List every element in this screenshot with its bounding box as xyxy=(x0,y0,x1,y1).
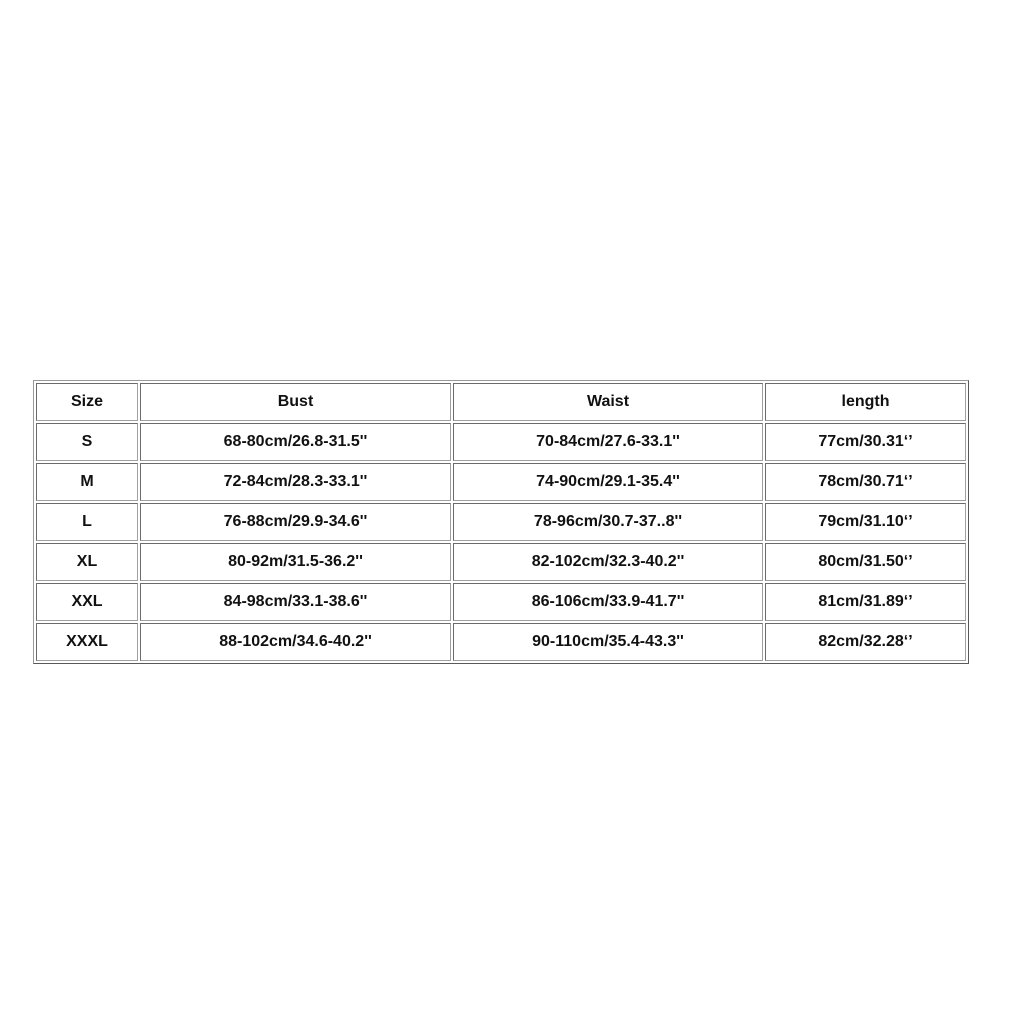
header-waist: Waist xyxy=(453,383,763,421)
cell-length: 80cm/31.50‘’ xyxy=(765,543,966,581)
cell-bust: 72-84cm/28.3-33.1'' xyxy=(140,463,451,501)
header-row xyxy=(36,383,966,421)
table-row xyxy=(36,543,966,581)
cell-size: L xyxy=(36,503,138,541)
cell-size: M xyxy=(36,463,138,501)
header-size: Size xyxy=(36,383,138,421)
header-length: length xyxy=(765,383,966,421)
cell-size: XL xyxy=(36,543,138,581)
table-row xyxy=(36,583,966,621)
cell-length: 77cm/30.31‘’ xyxy=(765,423,966,461)
table-row xyxy=(36,623,966,661)
header-bust: Bust xyxy=(140,383,451,421)
cell-waist: 70-84cm/27.6-33.1'' xyxy=(453,423,763,461)
cell-waist: 86-106cm/33.9-41.7'' xyxy=(453,583,763,621)
table-row xyxy=(36,503,966,541)
cell-waist: 82-102cm/32.3-40.2'' xyxy=(453,543,763,581)
cell-bust: 80-92m/31.5-36.2'' xyxy=(140,543,451,581)
cell-bust: 76-88cm/29.9-34.6'' xyxy=(140,503,451,541)
cell-size: XXXL xyxy=(36,623,138,661)
cell-length: 81cm/31.89‘’ xyxy=(765,583,966,621)
cell-length: 78cm/30.71‘’ xyxy=(765,463,966,501)
cell-length: 79cm/31.10‘’ xyxy=(765,503,966,541)
cell-length: 82cm/32.28‘’ xyxy=(765,623,966,661)
cell-size: S xyxy=(36,423,138,461)
table-row xyxy=(36,423,966,461)
size-chart-table xyxy=(33,380,969,664)
cell-waist: 74-90cm/29.1-35.4'' xyxy=(453,463,763,501)
cell-waist: 90-110cm/35.4-43.3'' xyxy=(453,623,763,661)
cell-waist: 78-96cm/30.7-37..8'' xyxy=(453,503,763,541)
cell-bust: 84-98cm/33.1-38.6'' xyxy=(140,583,451,621)
cell-bust: 88-102cm/34.6-40.2'' xyxy=(140,623,451,661)
cell-size: XXL xyxy=(36,583,138,621)
cell-bust: 68-80cm/26.8-31.5'' xyxy=(140,423,451,461)
table-row xyxy=(36,463,966,501)
